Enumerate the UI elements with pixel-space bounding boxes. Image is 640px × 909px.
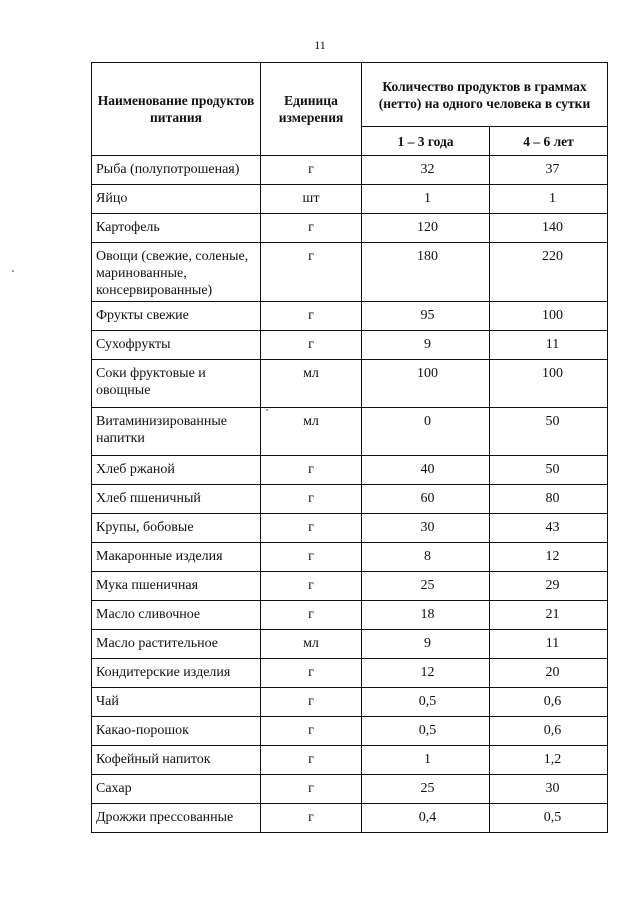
unit-cell: г (261, 243, 362, 302)
table-row (92, 243, 608, 302)
product-name-cell: Чай (92, 688, 261, 717)
table-row (92, 601, 608, 630)
value-4-6-cell: 1 (490, 185, 608, 214)
table-row (92, 408, 608, 456)
value-4-6-cell: 11 (490, 331, 608, 360)
unit-cell: г (261, 659, 362, 688)
scan-speck (12, 270, 14, 272)
product-name-cell: Хлеб пшеничный (92, 485, 261, 514)
unit-cell: мл (261, 360, 362, 408)
value-4-6-cell: 50 (490, 408, 608, 456)
product-name-cell: Яйцо (92, 185, 261, 214)
value-1-3-cell: 0,5 (362, 717, 490, 746)
unit-cell: г (261, 485, 362, 514)
value-1-3-cell: 12 (362, 659, 490, 688)
table-row (92, 360, 608, 408)
unit-cell: г (261, 543, 362, 572)
value-4-6-cell: 29 (490, 572, 608, 601)
unit-cell: г (261, 302, 362, 331)
unit-cell: г (261, 775, 362, 804)
product-name-cell: Соки фруктовые и овощные (92, 360, 261, 408)
value-1-3-cell: 25 (362, 572, 490, 601)
value-4-6-cell: 0,6 (490, 717, 608, 746)
value-4-6-cell: 12 (490, 543, 608, 572)
product-name-cell: Картофель (92, 214, 261, 243)
food-norms-table (91, 62, 608, 833)
value-4-6-cell: 80 (490, 485, 608, 514)
value-4-6-cell: 140 (490, 214, 608, 243)
unit-cell: г (261, 331, 362, 360)
table-row (92, 572, 608, 601)
table-row (92, 804, 608, 833)
value-1-3-cell: 0,4 (362, 804, 490, 833)
table-row (92, 456, 608, 485)
table-row (92, 688, 608, 717)
product-name-cell: Какао-порошок (92, 717, 261, 746)
product-name-cell: Хлеб ржаной (92, 456, 261, 485)
page-number: 11 (314, 38, 326, 52)
value-4-6-cell: 100 (490, 302, 608, 331)
table-row (92, 185, 608, 214)
table-row (92, 302, 608, 331)
value-4-6-cell: 30 (490, 775, 608, 804)
table-row (92, 543, 608, 572)
unit-cell: г (261, 717, 362, 746)
table-row (92, 717, 608, 746)
product-name-cell: Кондитерские изделия (92, 659, 261, 688)
table-row (92, 485, 608, 514)
unit-cell: г (261, 572, 362, 601)
product-name-cell: Фрукты свежие (92, 302, 261, 331)
unit-cell: мл (261, 630, 362, 659)
product-name-cell: Макаронные изделия (92, 543, 261, 572)
table-row (92, 514, 608, 543)
unit-cell: г (261, 688, 362, 717)
product-name-cell: Витаминизированные напитки (92, 408, 261, 456)
table-row (92, 630, 608, 659)
value-1-3-cell: 9 (362, 331, 490, 360)
unit-cell: г (261, 514, 362, 543)
value-4-6-cell: 37 (490, 156, 608, 185)
value-1-3-cell: 1 (362, 746, 490, 775)
value-4-6-cell: 220 (490, 243, 608, 302)
table-body (92, 156, 608, 833)
product-name-cell: Кофейный напиток (92, 746, 261, 775)
value-4-6-cell: 11 (490, 630, 608, 659)
product-name-cell: Масло сливочное (92, 601, 261, 630)
value-4-6-cell: 50 (490, 456, 608, 485)
product-name-cell: Сахар (92, 775, 261, 804)
value-1-3-cell: 60 (362, 485, 490, 514)
value-1-3-cell: 18 (362, 601, 490, 630)
product-name-cell: Дрожжи прессованные (92, 804, 261, 833)
table-row (92, 775, 608, 804)
value-1-3-cell: 0 (362, 408, 490, 456)
header-quantity: Количество продуктов в граммах (нетто) на одного человека в сутки (362, 63, 608, 127)
value-1-3-cell: 1 (362, 185, 490, 214)
value-4-6-cell: 21 (490, 601, 608, 630)
header-unit: Единица измерения (261, 63, 362, 156)
value-1-3-cell: 95 (362, 302, 490, 331)
table-row (92, 156, 608, 185)
value-1-3-cell: 100 (362, 360, 490, 408)
value-1-3-cell: 30 (362, 514, 490, 543)
value-4-6-cell: 1,2 (490, 746, 608, 775)
unit-cell: г (261, 214, 362, 243)
table-row (92, 746, 608, 775)
value-1-3-cell: 0,5 (362, 688, 490, 717)
product-name-cell: Сухофрукты (92, 331, 261, 360)
header-age-4-6: 4 – 6 лет (490, 127, 608, 156)
unit-cell: г (261, 804, 362, 833)
unit-cell: г (261, 746, 362, 775)
table-header (92, 63, 608, 156)
product-name-cell: Мука пшеничная (92, 572, 261, 601)
table-row (92, 331, 608, 360)
value-4-6-cell: 0,6 (490, 688, 608, 717)
table-row (92, 214, 608, 243)
product-name-cell: Рыба (полупотрошеная) (92, 156, 261, 185)
value-4-6-cell: 20 (490, 659, 608, 688)
unit-cell: г (261, 456, 362, 485)
value-4-6-cell: 0,5 (490, 804, 608, 833)
value-1-3-cell: 40 (362, 456, 490, 485)
value-4-6-cell: 43 (490, 514, 608, 543)
unit-cell: шт (261, 185, 362, 214)
value-4-6-cell: 100 (490, 360, 608, 408)
value-1-3-cell: 180 (362, 243, 490, 302)
unit-cell: мл (261, 408, 362, 456)
value-1-3-cell: 32 (362, 156, 490, 185)
value-1-3-cell: 25 (362, 775, 490, 804)
unit-cell: г (261, 156, 362, 185)
value-1-3-cell: 9 (362, 630, 490, 659)
header-product-name: Наименование продуктов питания (92, 63, 261, 156)
product-name-cell: Крупы, бобовые (92, 514, 261, 543)
product-name-cell: Овощи (свежие, соленые, маринованные, консервированные) (92, 243, 261, 302)
table-row (92, 659, 608, 688)
unit-cell: г (261, 601, 362, 630)
product-name-cell: Масло растительное (92, 630, 261, 659)
header-age-1-3: 1 – 3 года (362, 127, 490, 156)
value-1-3-cell: 8 (362, 543, 490, 572)
value-1-3-cell: 120 (362, 214, 490, 243)
